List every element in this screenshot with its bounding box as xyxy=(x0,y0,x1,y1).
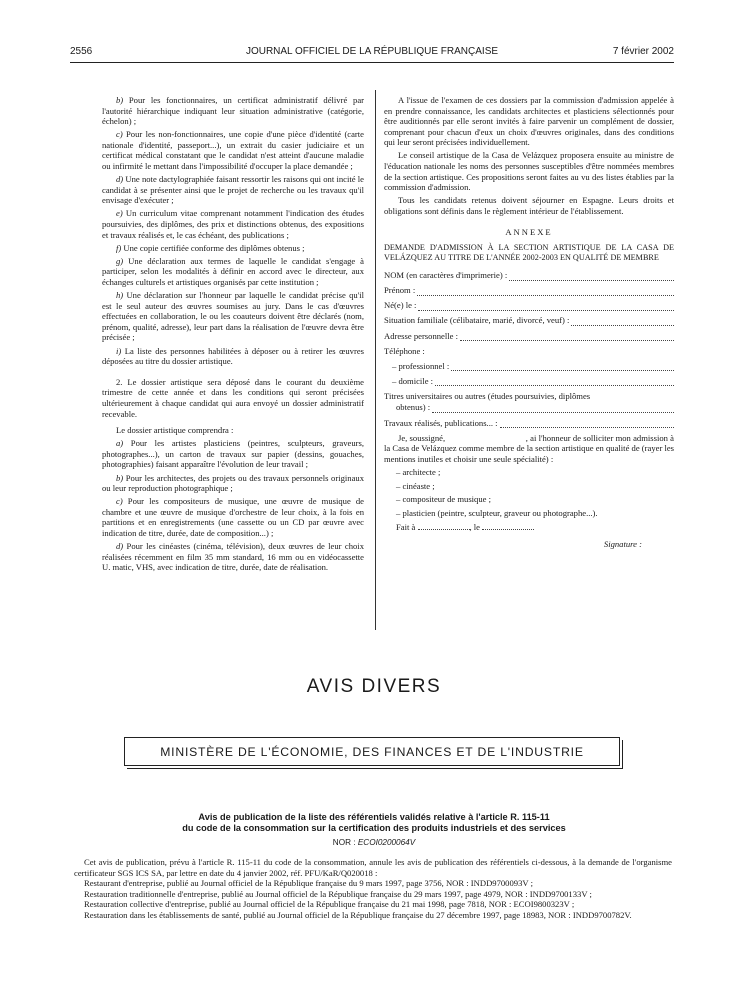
paragraph-point-2: 2. Le dossier artistique sera déposé dans le courant du deuxième trimestre de cette année et dans les conditions qui seront précisées ultérieurement à chaque candidat qui aura envoyé un dossier administratif recevable. xyxy=(102,376,364,419)
fait-a-line: Fait à , le xyxy=(384,522,674,533)
form-row-travaux: Travaux réalisés, publications... : xyxy=(384,418,674,429)
adresse-field[interactable] xyxy=(460,332,674,341)
annexe-heading: DEMANDE D'ADMISSION À LA SECTION ARTISTIQUE DE LA CASA DE VELÁZQUEZ AU TITRE DE L'ANNÉE 2002-2003 EN QUALITÉ DE MEMBRE xyxy=(384,243,674,263)
avis-body xyxy=(74,857,672,921)
nom-field[interactable] xyxy=(509,272,674,281)
avis-divers-heading: AVIS DIVERS xyxy=(306,676,442,697)
left-column xyxy=(102,95,364,575)
avis-title xyxy=(100,812,648,834)
paragraph-h: h) Une déclaration sur l'honneur par laquelle le candidat précise qu'il est le seul auteur des œuvres soumises au jury. Dans le cas d'œuvres effectuées en collaboration, le ou les coauteurs doivent être déclarés (nom, prénom, qualité, adresse), leur part dans la réalisation de l'œuvre devra être précisée ; xyxy=(102,290,364,343)
avis-paragraph-4: Restauration dans les établissements de santé, publié au Journal officiel de la République française du 27 décembre 1997, page 18983, NOR : INDD9700782V. xyxy=(84,909,632,920)
avis-title-line-2: du code de la consommation sur la certification des produits industriels et des services xyxy=(182,823,566,833)
avis-paragraph-3: Restauration collective d'entreprise, publié au Journal officiel de la République française du 21 mai 1998, page 7818, NOR : ECOI9800323V ; xyxy=(84,899,575,910)
declaration-text: Je, soussigné, , ai l'honneur de solliciter mon admission à la Casa de Velázquez comme membre de la section artistique en qualité de (rayer les mentions inutiles et choisir une seule spécialité) : xyxy=(384,432,677,464)
paragraph-e: e) Un curriculum vitae comprenant notamment l'indication des études poursuivies, des diplômes, des prix et distinctions obtenus, des expositions et travaux réalisés et, le cas échéant, des publications ; xyxy=(102,208,364,240)
form-row-adresse: Adresse personnelle : xyxy=(384,331,674,342)
form-row-professionnel: – professionnel : xyxy=(384,361,674,372)
paragraph-g: g) Une déclaration aux termes de laquelle le candidat s'engage à participer, selon les modalités à définir en accord avec le directeur, aux échanges culturels et artistiques organisés par cette institution ; xyxy=(102,255,364,287)
birthdate-field[interactable] xyxy=(418,302,674,311)
prenom-field[interactable] xyxy=(417,287,674,296)
annexe-title: ANNEXE xyxy=(505,226,553,237)
paragraph-b: b) Pour les fonctionnaires, un certificat administratif délivré par l'autorité hiérarchique indiquant leur situation administrative (catégorie, échelon) ; xyxy=(102,95,364,127)
paragraph-c: c) Pour les non-fonctionnaires, une copie d'une pièce d'identité (carte nationale d'identité, passeport...), un extrait du casier judiciaire et un certificat médical constatant que le candidat n'est atteint d'aucune maladie ou infirmité le mettant dans l'impossibilité d'occuper la place demandée ; xyxy=(102,129,364,172)
paragraph-d: d) Une note dactylographiée faisant ressortir les raisons qui ont incité le candidat à se présenter ainsi que le projet de recherche ou les travaux qu'il envisage d'exécuter ; xyxy=(102,174,364,206)
avis-title-line-1: Avis de publication de la liste des référentiels validés relative à l'article R. 115-11 xyxy=(198,812,550,822)
issue-date: 7 février 2002 xyxy=(612,46,674,57)
signature-label: Signature : xyxy=(603,538,642,549)
header-rule xyxy=(70,62,674,63)
ministere-title: MINISTÈRE DE L'ÉCONOMIE, DES FINANCES ET DE L'INDUSTRIE xyxy=(160,744,584,759)
page-number: 2556 xyxy=(70,46,93,57)
diplomes-field[interactable] xyxy=(432,404,674,413)
choice-compositeur[interactable]: – compositeur de musique ; xyxy=(396,494,491,505)
date-field[interactable] xyxy=(482,522,534,530)
form-row-situation: Situation familiale (célibataire, marié, divorcé, veuf) : xyxy=(384,315,674,326)
dossier-item-c: c) Pour les compositeurs de musique, une œuvre de musique de chambre et une œuvre de musique d'orchestre de leur choix, à la fois en partitions et en enregistrements (une cassette ou un CD par œuvre avec indication de titre, durée, date de composition...) ; xyxy=(102,496,364,538)
choice-cineaste[interactable]: – cinéaste ; xyxy=(396,480,435,491)
avis-paragraph-1: Restaurant d'entreprise, publié au Journal officiel de la République française du 9 mars 1997, page 3756, NOR : INDD9700093V ; xyxy=(84,878,533,889)
form-row-titres: Titres universitaires ou autres (études poursuivies, diplômes xyxy=(384,390,591,401)
choice-plasticien[interactable]: – plasticien (peintre, sculpteur, graveur ou photographe...). xyxy=(396,507,598,518)
ministere-box xyxy=(124,737,620,766)
choice-architecte[interactable]: – architecte ; xyxy=(396,466,441,477)
dossier-item-d: d) Pour les cinéastes (cinéma, télévision), deux œuvres de leur choix réalisées récemment en film 35 mm standard, 16 mm ou en vidéocassette U. matic, VHS, avec indication de titre, durée, date de réalisation. xyxy=(102,541,364,573)
right-column xyxy=(384,95,677,550)
paragraph-conseil: Le conseil artistique de la Casa de Velázquez proposera ensuite au ministre de l'éducation nationale les noms des personnes susceptibles d'être nommées membres de la section artistique. Ces propositions seront faites au vu des listes établies par la commission d'admission. xyxy=(384,150,674,193)
form-row-domicile: – domicile : xyxy=(384,376,674,387)
journal-title: JOURNAL OFFICIEL DE LA RÉPUBLIQUE FRANÇAISE xyxy=(245,46,499,57)
form-row-nee: Né(e) le : xyxy=(384,300,674,311)
column-divider xyxy=(375,90,376,630)
travaux-field[interactable] xyxy=(500,419,674,428)
tel-pro-field[interactable] xyxy=(451,362,674,371)
form-row-obtenus: obtenus) : xyxy=(384,402,674,413)
dossier-item-a: a) Pour les artistes plasticiens (peintres, sculpteurs, graveurs, photographes...), un carton de travaux sur papier (dessins, gouaches, photographies) faisant apparaître l'évolution de leur travail ; xyxy=(102,438,364,470)
nor-code: ECOI0200064V xyxy=(357,838,416,847)
situation-field[interactable] xyxy=(571,317,674,326)
tel-domicile-field[interactable] xyxy=(435,377,674,386)
avis-paragraph-2: Restauration traditionnelle d'entreprise, publié au Journal officiel de la République française du 29 mars 1997, page 4979, NOR : INDD9700133V ; xyxy=(84,888,592,899)
form-row-nom: NOM (en caractères d'imprimerie) : xyxy=(384,270,674,281)
paragraph-f: f) Une copie certifiée conforme des diplômes obtenus ; xyxy=(116,242,305,253)
dossier-item-b: b) Pour les architectes, des projets ou des travaux personnels originaux ou leur reproduction photographique ; xyxy=(102,472,364,494)
avis-paragraph-intro: Cet avis de publication, prévu à l'article R. 115-11 du code de la consommation, annule les avis de publication des référentiels ci-dessous, à la demande de l'organisme certificateur SGS ICS SA, par lettre en date du 4 janvier 2002, réf. PFU/KaR/Q020018 : xyxy=(74,857,672,878)
form-row-prenom: Prénom : xyxy=(384,285,674,296)
fait-a-field[interactable] xyxy=(418,522,470,530)
dossier-intro: Le dossier artistique comprendra : xyxy=(116,425,234,436)
form-row-telephone: Téléphone : xyxy=(384,345,425,356)
paragraph-examen: A l'issue de l'examen de ces dossiers par la commission d'admission appelée à en prendre connaissance, les candidats architectes et plasticiens sélectionnés pour être auditionnés par elle seront invités à faire parvenir un complément de dossier, comprenant pour chacun d'eux un choix d'œuvres originales, dans des conditions qui leur seront précisées individuellement. xyxy=(384,95,674,148)
paragraph-i: i) La liste des personnes habilitées à déposer ou à retirer les œuvres déposées au titre du dossier artistique. xyxy=(102,345,364,367)
nor-reference: NOR : ECOI0200064V xyxy=(332,838,416,847)
paragraph-candidats: Tous les candidats retenus doivent séjourner en Espagne. Leurs droits et obligations sont définis dans le règlement intérieur de l'établissement. xyxy=(384,195,674,216)
page-header xyxy=(70,46,674,62)
